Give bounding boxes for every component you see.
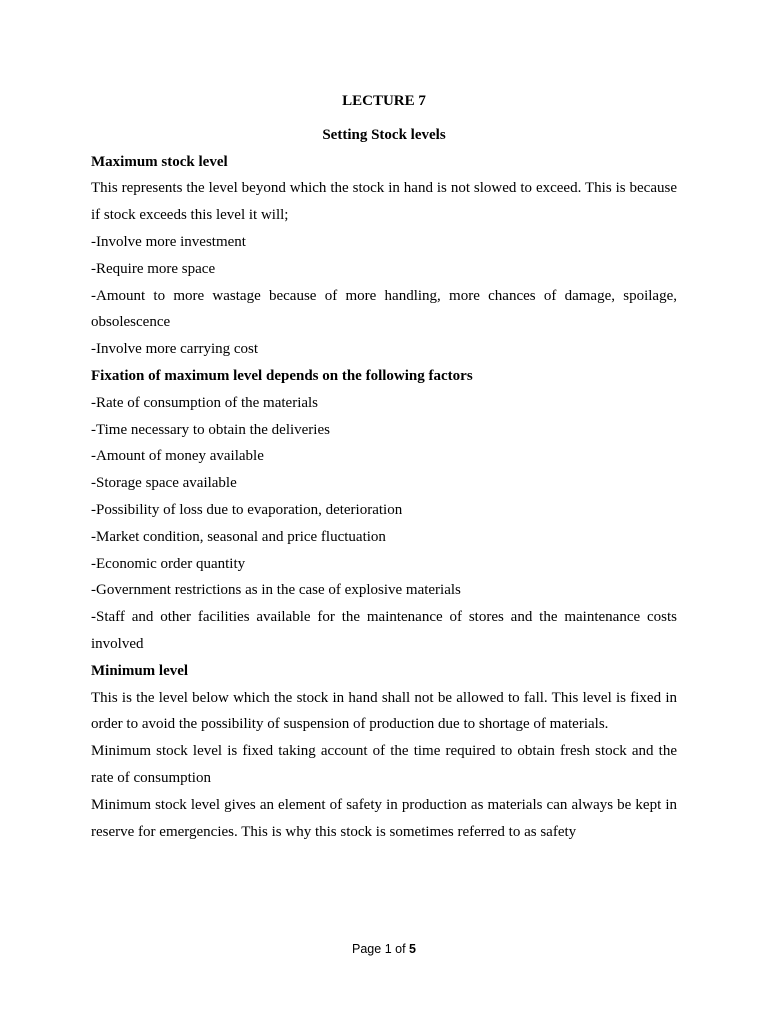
section-intro-paragraph: This represents the level beyond which the stock in hand is not slowed to exceed. This is because if stock exceeds this level it will; <box>91 180 677 224</box>
page-number-separator: of <box>391 942 410 956</box>
list-item: -Rate of consumption of the materials <box>91 394 319 411</box>
list-item: -Government restrictions as in the case of explosive materials <box>91 582 461 599</box>
list-item: -Require more space <box>91 260 216 277</box>
document-subtitle: Setting Stock levels <box>322 126 446 143</box>
list-item: -Market condition, seasonal and price fluctuation <box>91 528 386 545</box>
list-item: -Possibility of loss due to evaporation, deterioration <box>91 501 403 518</box>
list-item: -Involve more investment <box>91 233 246 250</box>
page-number-prefix: Page <box>352 942 385 956</box>
section-heading-maximum-stock-level: Maximum stock level <box>91 153 228 170</box>
page-number-current: 1 <box>384 942 392 956</box>
body-paragraph: Minimum stock level is fixed taking account of the time required to obtain fresh stock and the rate of consumption <box>91 743 677 786</box>
page-number-total: 5 <box>409 942 416 956</box>
body-paragraph: Minimum stock level gives an element of safety in production as materials can always be kept in reserve for emergencies. This is why this stock is sometimes referred to as safety <box>91 796 677 840</box>
section-heading-fixation-factors: Fixation of maximum level depends on the following factors <box>91 367 473 384</box>
body-paragraph: This is the level below which the stock in hand shall not be allowed to fall. This level is fixed in order to avoid the possibility of suspension of production due to shortage of materials. <box>91 689 677 733</box>
list-item: -Involve more carrying cost <box>91 341 259 358</box>
list-item: -Economic order quantity <box>91 555 246 572</box>
list-item: -Amount to more wastage because of more handling, more chances of damage, spoilage, obsolescence <box>91 287 677 331</box>
fixation-factors-list <box>91 390 677 658</box>
list-item: -Storage space available <box>91 475 237 492</box>
list-item: -Time necessary to obtain the deliveries <box>91 421 330 438</box>
lecture-title: LECTURE 7 <box>342 93 426 109</box>
maximum-level-effects-list <box>91 229 677 363</box>
document-body <box>91 88 677 845</box>
list-item: -Staff and other facilities available for the maintenance of stores and the maintenance costs involved <box>91 609 677 652</box>
list-item: -Amount of money available <box>91 448 264 465</box>
section-heading-minimum-level: Minimum level <box>91 662 189 679</box>
page-footer <box>0 942 768 956</box>
